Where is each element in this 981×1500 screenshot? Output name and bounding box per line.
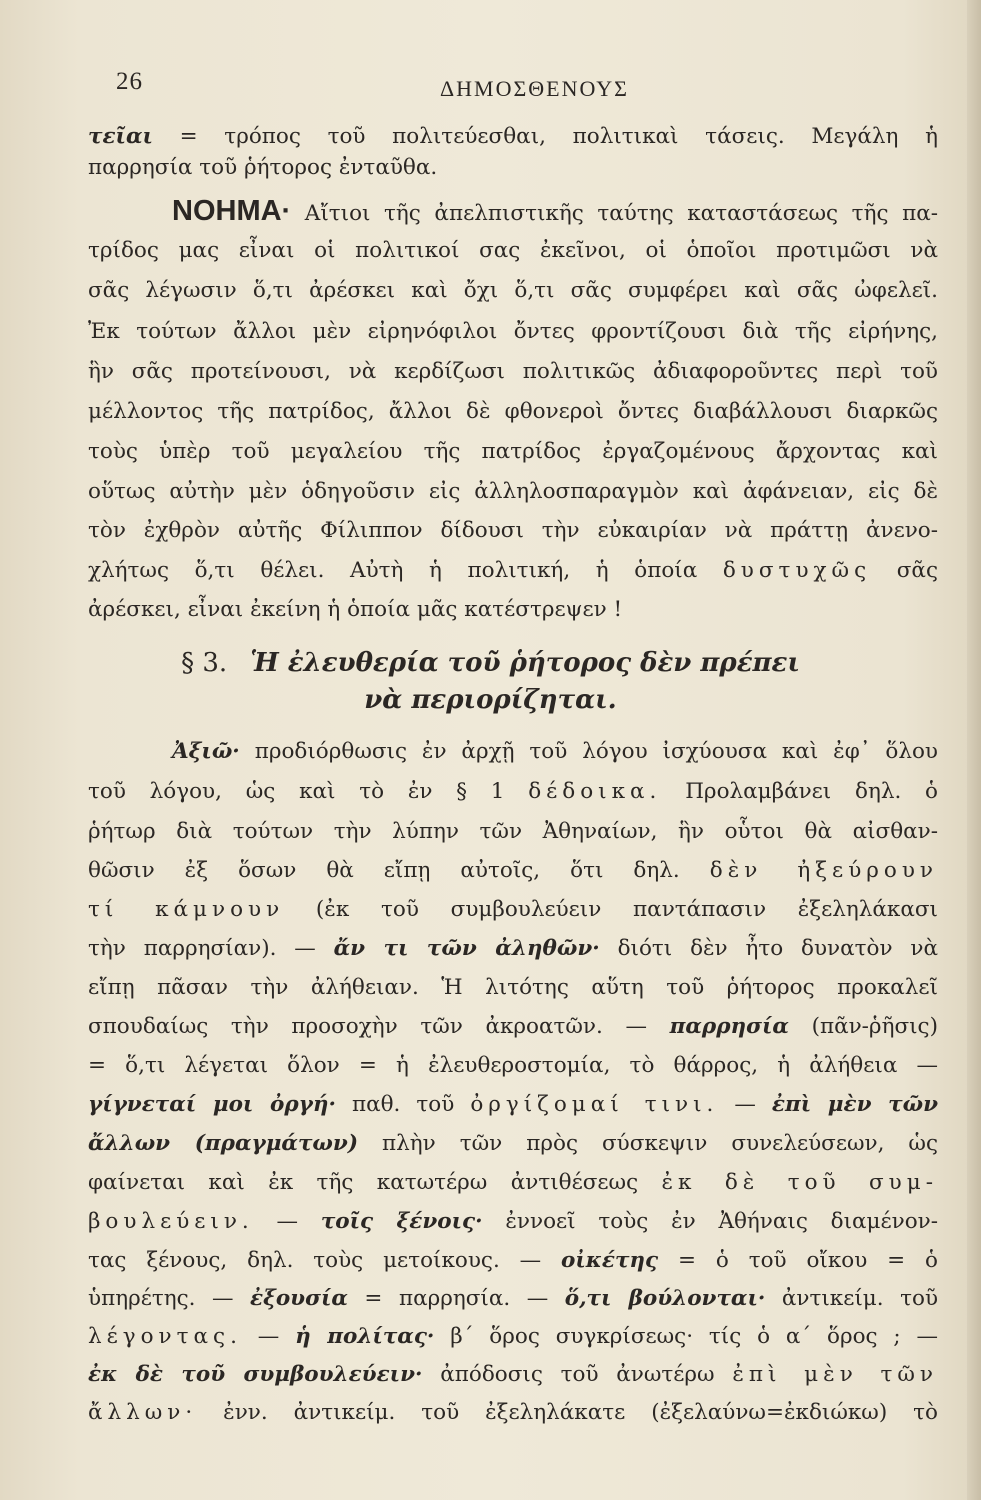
- line-text: ἀπόδοσις τοῦ ἀνωτέρω: [440, 1362, 715, 1387]
- page-number: 26: [116, 68, 143, 95]
- text-line: εἴπῃ πᾶσαν τὴν ἀλήθειαν. Ἡ λιτότης αὕτη τοῦ ῥήτορος προκαλεῖ: [88, 975, 938, 1000]
- text-line: [88, 1360, 938, 1390]
- text-line: [88, 1322, 938, 1352]
- section-symbol: § 3.: [181, 648, 228, 678]
- line-text: = παρρησία. —: [364, 1286, 549, 1311]
- line-text: προδιόρθωσις ἐν ἀρχῇ τοῦ λόγου ἰσχύουσα καὶ ἐφ᾿ ὅλου: [254, 739, 938, 764]
- line-text: (ἐκ τοῦ συμβουλεύειν παντάπασιν ἐξεληλάκασι: [315, 897, 938, 922]
- spaced-word: βουλεύειν.: [88, 1209, 254, 1234]
- section-heading-line2: νὰ περιορίζηται.: [364, 685, 617, 715]
- line-text: πλὴν τῶν πρὸς σύσκεψιν συνελεύσεων, ὡς: [382, 1131, 938, 1156]
- lemma: ἡ πολίτας·: [295, 1324, 435, 1349]
- running-title: ΔΗΜΟΣΘΕΝΟΥΣ: [440, 76, 629, 101]
- line-text: ὑπηρέτης. —: [88, 1286, 234, 1311]
- spaced-word: ἐπὶ μὲν τῶν: [732, 1362, 939, 1387]
- line-text: διότι δὲν ἦτο δυνατὸν νὰ: [617, 936, 938, 961]
- text-line: παρρησία τοῦ ῥήτορος ἐνταῦθα.: [88, 155, 438, 180]
- line-text: παθ. τοῦ: [351, 1092, 455, 1117]
- lemma: Ἀξιῶ·: [172, 739, 240, 764]
- text-line: [88, 556, 938, 586]
- text-line: τὸν ἐχθρὸν αὐτῆς Φίλιππον δίδουσι τὴν εὐκαιρίαν νὰ πράττῃ ἀνενο-: [88, 518, 938, 543]
- text-line: μέλλοντος τῆς πατρίδος, ἄλλοι δὲ φθονεροὶ ὄντες διαβάλλουσι διαρκῶς: [88, 399, 938, 424]
- lemma: ἄν τι τῶν ἀληθῶν·: [333, 936, 600, 961]
- line-text: ἐνν. ἀντικείμ. τοῦ ἐξεληλάκατε (ἐξελαύνω=ἐκδιώκω) τὸ: [223, 1400, 938, 1425]
- spaced-word: δυστυχῶς: [722, 558, 872, 583]
- line-text: = ὁ τοῦ οἴκου = ὁ: [678, 1248, 938, 1273]
- line-text: Προλαμβάνει δηλ. ὁ: [685, 779, 938, 804]
- lemma: παρρησία: [669, 1014, 789, 1039]
- spaced-word: λέγοντας.: [88, 1324, 242, 1349]
- lemma: τοῖς ξένοις·: [320, 1209, 483, 1234]
- text-line: τοὺς ὑπὲρ τοῦ μεγαλείου τῆς πατρίδος ἐργαζομένους ἄρχοντας καὶ: [88, 439, 938, 464]
- spaced-word: τί κάμνουν: [88, 897, 285, 922]
- text-line: οὕτως αὐτὴν μὲν ὁδηγοῦσιν εἰς ἀλληλοσπαραγμὸν καὶ ἀφάνειαν, εἰς δὲ: [88, 479, 938, 504]
- line-text: —: [257, 1324, 280, 1349]
- line-text: ἐννοεῖ τοὺς ἐν Ἀθήναις διαμένον-: [505, 1209, 938, 1234]
- line-text: σπουδαίως τὴν προσοχὴν τῶν ἀκροατῶν. —: [88, 1014, 647, 1039]
- line-text: (πᾶν-ῥῆσις): [811, 1014, 938, 1039]
- spaced-word: ἄλλων·: [88, 1400, 198, 1425]
- text-line: [88, 1398, 938, 1428]
- lemma: ἄλλων (πραγμάτων): [88, 1131, 358, 1156]
- text-line: [88, 1168, 938, 1198]
- line-text: β΄ ὅρος συγκρίσεως· τίς ὁ α΄ ὅρος ; —: [450, 1324, 939, 1349]
- text-line: [88, 1090, 938, 1120]
- noema-label: ΝΟΗΜΑ·: [172, 195, 292, 227]
- lemma: ἐπὶ μὲν τῶν: [771, 1092, 938, 1117]
- text-line: [172, 737, 938, 767]
- text-line: ἣν σᾶς προτείνουσι, νὰ κερδίζωσι πολιτικῶς ἀδιαφοροῦντες περὶ τοῦ: [88, 359, 938, 384]
- spaced-word: δὲν ἠξεύρουν: [709, 858, 938, 883]
- text-line: ῥήτωρ διὰ τούτων τὴν λύπην τῶν Ἀθηναίων, ἣν οὗτοι θὰ αἰσθαν-: [88, 819, 938, 844]
- text-line: [88, 1012, 938, 1042]
- page-gutter-edge: [967, 0, 981, 1500]
- line-text: τὴν παρρησίαν). —: [88, 936, 316, 961]
- lemma: ὅ,τι βούλονται·: [564, 1286, 766, 1311]
- lemma: ἐκ δὲ τοῦ συμβουλεύειν·: [88, 1362, 423, 1387]
- line-text: χλήτως ὅ,τι θέλει. Αὐτὴ ἡ πολιτική, ἡ ὁποία: [88, 558, 698, 583]
- text-line: [88, 1207, 938, 1237]
- text-line: τρίδος μας εἶναι οἱ πολιτικοί σας ἐκεῖνοι, οἱ ὁποῖοι προτιμῶσι νὰ: [88, 238, 938, 263]
- line-text: σᾶς: [896, 558, 938, 583]
- lemma: γίγνεταί μοι ὀργή·: [88, 1092, 336, 1117]
- line-text: = τρόπος τοῦ πολιτεύεσθαι, πολιτικαὶ τάσεις. Μεγάλη ἡ: [179, 124, 938, 149]
- lemma: ἐξουσία: [250, 1286, 348, 1311]
- spaced-word: ἐκ δὲ τοῦ συμ-: [661, 1170, 938, 1195]
- lemma: τεῖαι: [88, 124, 153, 149]
- line-text: —: [734, 1092, 756, 1117]
- text-line: ἀρέσκει, εἶναι ἐκείνη ἡ ὁποία μᾶς κατέστρεψεν !: [88, 597, 623, 622]
- section-heading: [0, 648, 981, 678]
- page-header: [0, 62, 981, 102]
- spaced-word: ὀργίζομαί τινι.: [470, 1092, 719, 1117]
- text-line: [88, 895, 938, 925]
- line-text: ἀντικείμ. τοῦ: [781, 1286, 939, 1311]
- line-text: τοῦ λόγου, ὡς καὶ τὸ ἐν § 1: [88, 779, 505, 804]
- text-line: [88, 934, 938, 964]
- text-line: [88, 1246, 938, 1276]
- text-line: [88, 777, 938, 807]
- text-line: [88, 1284, 938, 1314]
- text-line: = ὅ,τι λέγεται ὅλον = ἡ ἐλευθεροστομία, τὸ θάρρος, ἡ ἀλήθεια —: [88, 1053, 938, 1078]
- text-line: [88, 122, 938, 152]
- text-line: σᾶς λέγωσιν ὅ,τι ἀρέσκει καὶ ὄχι ὅ,τι σᾶς συμφέρει καὶ σᾶς ὠφελεῖ.: [88, 278, 938, 303]
- line-text: Αἴτιοι τῆς ἀπελπιστικῆς ταύτης καταστάσεως τῆς πα-: [304, 201, 938, 226]
- line-text: τας ξένους, δηλ. τοὺς μετοίκους. —: [88, 1248, 542, 1273]
- text-line: [88, 1129, 938, 1159]
- line-text: θῶσιν ἐξ ὅσων θὰ εἴπῃ αὐτοῖς, ὅτι δηλ.: [88, 858, 680, 883]
- text-line: [88, 856, 938, 886]
- line-text: φαίνεται καὶ ἐκ τῆς κατωτέρω ἀντιθέσεως: [88, 1170, 639, 1195]
- noema-line: [172, 196, 938, 229]
- line-text: —: [276, 1209, 299, 1234]
- text-line: Ἐκ τούτων ἄλλοι μὲν εἰρηνόφιλοι ὄντες φροντίζουσι διὰ τῆς εἰρήνης,: [88, 319, 938, 344]
- section-title-line1: Ἡ ἐλευθερία τοῦ ῥήτορος δὲν πρέπει: [250, 648, 800, 678]
- spaced-word: δέδοικα.: [528, 779, 662, 804]
- lemma: οἰκέτης: [561, 1248, 659, 1273]
